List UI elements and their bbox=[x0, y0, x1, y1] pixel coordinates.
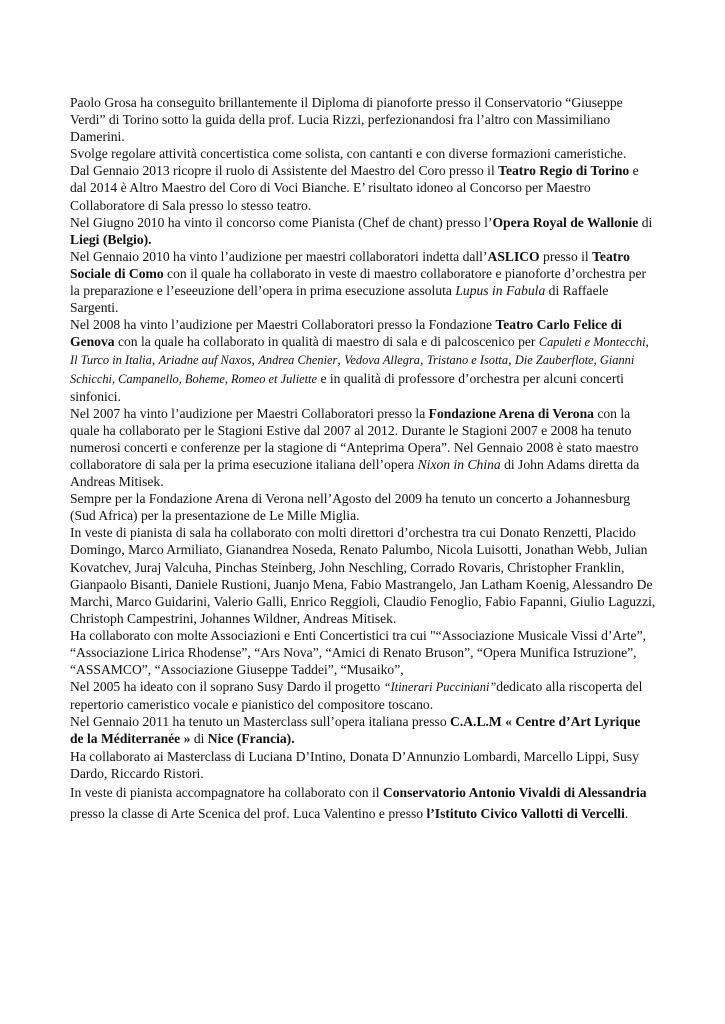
text-run: Nel Gennaio 2011 ha tenuto un Masterclass sull’opera italiana presso bbox=[70, 714, 451, 730]
bold-text: Teatro Carlo Felice di Genova bbox=[70, 317, 622, 350]
text-run: . bbox=[624, 805, 629, 821]
text-run: di Raffaele Sargenti. bbox=[70, 283, 609, 316]
text-run: presso la classe di Arte Scenica del prof. Luca Valentino e presso bbox=[70, 805, 427, 821]
bold-text: C.A.L.M « Centre d’Art Lyrique de la Méditerranée » bbox=[70, 714, 641, 747]
paragraph-johannesburg bbox=[70, 490, 656, 524]
italic-text: Lupus in Fabula bbox=[455, 283, 546, 299]
paragraph-masterclass-nice bbox=[70, 713, 656, 747]
text-run: Nel 2007 ha vinto l’audizione per Maestri Collaboratori presso la bbox=[70, 405, 429, 421]
paragraph-masterclass-collaborations bbox=[70, 748, 656, 782]
italic-text: Capuleti e Montecchi bbox=[538, 335, 646, 350]
italic-text: “Itinerari Pucciniani” bbox=[383, 680, 497, 695]
text-run: presso il bbox=[539, 248, 593, 264]
bold-text: Opera Royal de Wallonie bbox=[492, 214, 639, 230]
text-run: con la quale ha collaborato per le Stagioni Estive dal 2007 al 2012. Durante le Stagioni 2007 e 2008 ha tenuto numerosi concerti e conferenze per la stagione di “Anteprima Opera”. Nel Gennaio 2008 è stato maestro collaboratore di sala per la prima esecuzione italiana dell’opera bbox=[70, 405, 639, 472]
text-run: Dal Gennaio 2013 ricopre il ruolo di Assistente del Maestro del Coro presso il bbox=[70, 163, 499, 179]
bold-text: Teatro Sociale di Como bbox=[70, 248, 630, 281]
text-run: dedicato alla riscoperta del repertorio cameristico vocale e pianistico del compositore toscano. bbox=[70, 679, 643, 713]
text-run: e in qualità di professore d’orchestra per alcuni concerti sinfonici. bbox=[70, 370, 624, 404]
paragraph-conductors bbox=[70, 524, 656, 627]
paragraph-carlo-felice bbox=[70, 316, 656, 404]
paragraph-conservatorio-vivaldi bbox=[70, 782, 656, 824]
paragraph-associations bbox=[70, 627, 656, 678]
text-run: , bbox=[645, 334, 649, 350]
paragraph-teatro-regio bbox=[70, 162, 656, 213]
paragraph-concert-activity bbox=[70, 145, 656, 162]
paragraph-aslico bbox=[70, 248, 656, 316]
text-run: Svolge regolare attività concertistica come solista, con cantanti e con diverse formazioni cameristiche. bbox=[70, 146, 627, 162]
paragraph-arena-verona bbox=[70, 405, 656, 490]
text-run: Ha collaborato ai Masterclass di Luciana D’Intino, Donata D’Annunzio Lombardi, Marcello Lippi, Susy Dardo, Riccardo Ristori. bbox=[70, 748, 639, 781]
text-run: Paolo Grosa ha conseguito brillantemente il Diploma di pianoforte presso il Conservatorio “Giuseppe Verdi” di Torino sotto la guida della prof. Lucia Rizzi, perfezionandosi fra l’altro con Massimiliano Damerini. bbox=[70, 95, 623, 145]
bold-text: Liegi (Belgio). bbox=[70, 231, 152, 247]
italic-text: Tristano e Isotta bbox=[426, 353, 509, 368]
text-run: Sempre per la Fondazione Arena di Verona nell’Agosto del 2009 ha tenuto un concerto a Johannesburg (Sud Africa) per la presentazione de Le Mille Miglia. bbox=[70, 491, 631, 524]
text-run: , bbox=[151, 352, 159, 368]
bold-text: Nice (Francia). bbox=[207, 731, 295, 747]
text-run: con il quale ha collaborato in veste di maestro collaboratore e pianoforte d’orchestra per la preparazione e l’eseeuzione dell’opera in prima esecuzione assoluta bbox=[70, 265, 647, 299]
italic-text: Andrea Chenier bbox=[258, 353, 338, 368]
italic-text: Nixon in China bbox=[417, 456, 501, 472]
text-run: Nel Gennaio 2010 ha vinto l’audizione per maestri collaboratori indetta dall’ bbox=[70, 248, 488, 264]
bold-text: l’Istituto Civico Vallotti di Vercelli bbox=[426, 805, 625, 821]
paragraph-itinerari-pucciniani bbox=[70, 678, 656, 713]
text-run: di bbox=[190, 731, 208, 747]
italic-text: Il Turco in Italia bbox=[70, 353, 152, 368]
text-run: con la quale ha collaborato in qualità di maestro di sala e di palcoscenico per bbox=[114, 334, 539, 350]
bold-text: Conservatorio Antonio Vivaldi di Alessandria bbox=[382, 784, 647, 800]
italic-text: Die Zauberflote, Gianni Schicchi, Campanello, Boheme, Romeo et Juliette bbox=[70, 353, 635, 386]
text-run: In veste di pianista accompagnatore ha collaborato con il bbox=[70, 784, 383, 800]
text-run: , bbox=[420, 352, 427, 368]
text-run: Nel 2008 ha vinto l’audizione per Maestri Collaboratori presso la Fondazione bbox=[70, 317, 496, 333]
text-run: Ha collaborato con molte Associazioni e Enti Concertistici tra cui "“Associazione Musicale Vissi d’Arte”, “Associazione Lirica Rhodense”, “Ars Nova”, “Amici di Renato Bruson”, “Opera Munifica Istruzione”, “ASSAMCO”, “Associazione Giuseppe Taddei”, “Musaiko”, bbox=[70, 627, 647, 678]
text-run: In veste di pianista di sala ha collaborato con molti direttori d’orchestra tra cui Donato Renzetti, Placido Domingo, Marco Armiliato, Gianandrea Noseda, Renato Palumbo, Nicola Luisotti, Jonathan Webb, Julian Kovatchev, Juraj Valcuha, Pinchas Steinberg, John Neschling, Corrado Rovaris, Christopher Franklin, Gianpaolo Bisanti, Daniele Rustioni, Juanjo Mena, Fabio Mastrangelo, Jan Latham Koenig, Alessandro De Marchi, Marco Guidarini, Valerio Galli, Enrico Reggioli, Claudio Fenoglio, Fabio Fapanni, Giulio Laguzzi, Christoph Campestrini, Johannes Wildner, Andreas Mitisek. bbox=[70, 525, 656, 626]
italic-text: Vedova Allegra bbox=[344, 353, 421, 368]
text-run: , bbox=[337, 352, 345, 368]
text-run: Nel Giugno 2010 ha vinto il concorso come Pianista (Chef de chant) presso l’ bbox=[70, 214, 493, 230]
paragraph-diploma bbox=[70, 94, 656, 145]
text-run: , bbox=[251, 352, 259, 368]
text-run: e dal 2014 è Altro Maestro del Coro di Voci Bianche. E’ risultato idoneo al Concorso per Maestro Collaboratore di Sala presso lo stesso teatro. bbox=[70, 163, 639, 213]
text-run: , bbox=[508, 352, 515, 368]
bold-text: ASLICO bbox=[487, 248, 540, 264]
bold-text: Fondazione Arena di Verona bbox=[428, 405, 594, 421]
text-run: di John Adams diretta da Andreas Mitisek. bbox=[70, 456, 640, 490]
biography-document bbox=[70, 94, 656, 824]
italic-text: Ariadne auf Naxos bbox=[158, 353, 252, 368]
text-run: di bbox=[638, 214, 653, 230]
text-run: Nel 2005 ha ideato con il soprano Susy Dardo il progetto bbox=[70, 679, 384, 695]
bold-text: Teatro Regio di Torino bbox=[498, 163, 630, 179]
paragraph-opera-wallonie bbox=[70, 214, 656, 248]
